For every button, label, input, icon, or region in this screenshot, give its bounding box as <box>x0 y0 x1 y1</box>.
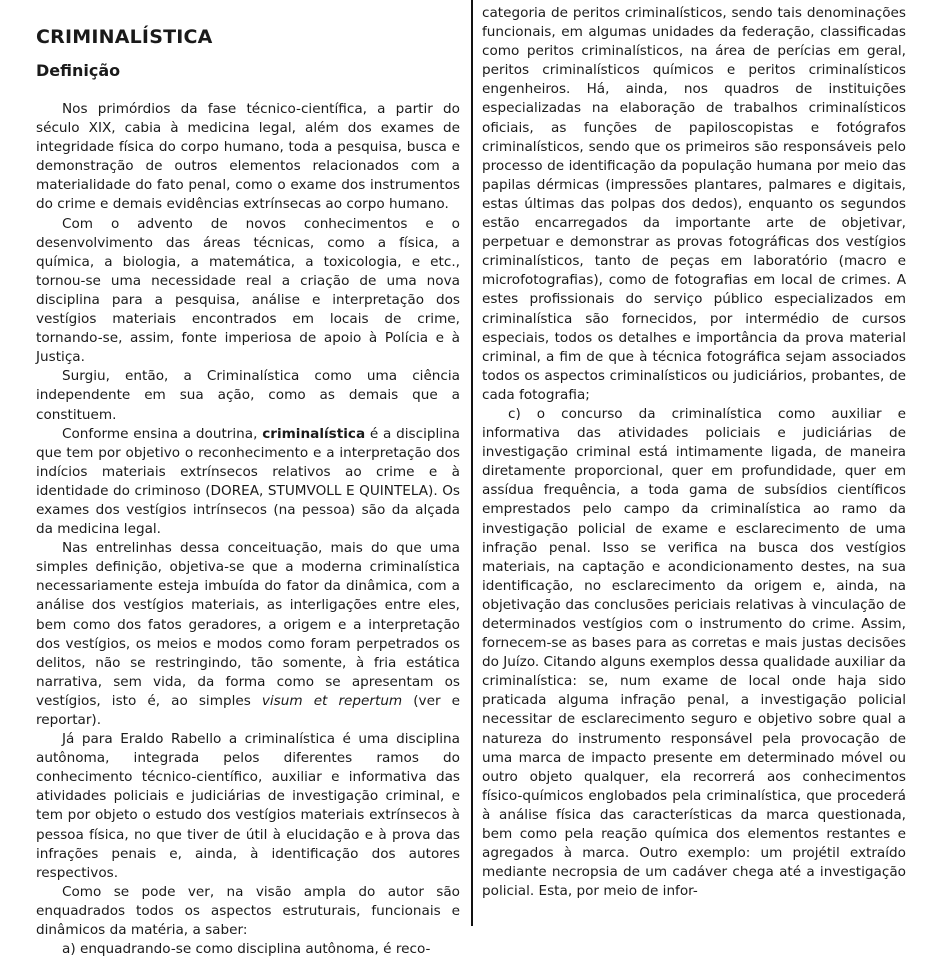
paragraph: Surgiu, então, a Criminalística como uma ciência independente em sua ação, como as demais que a constituem. <box>36 368 460 423</box>
section-heading: Definição <box>36 61 121 80</box>
text-span: Nas entrelinhas dessa conceituação, mais do que uma simples definição, objetiva-se que a moderna criminalística necessariamente esteja imbuída do fator da dinâmica, com a análise dos vestígios materiais, as interligações entre eles, bem como dos fatos geradores, a origem e a interpretação dos vestígios, os meios e modos como foram perpetrados os delitos, não se restringindo, tão somente, à fria estática narrativa, sem vida, da forma como se apresentam os vestígios, isto é, ao simples <box>36 540 460 709</box>
page-title: CRIMINALÍSTICA <box>36 26 213 48</box>
bold-term: criminalística <box>262 425 366 442</box>
paragraph <box>36 539 460 730</box>
left-column <box>36 26 460 959</box>
right-column <box>482 4 906 901</box>
paragraph: Já para Eraldo Rabello a criminalística é uma disciplina autônoma, integrada pelos diferentes ramos do conhecimento técnico-científico, auxiliar e informativa das atividades policiais e judiciárias de investigação criminal, e tem por objeto o estudo dos vestígios materiais extrínsecos à pessoa física, no que tiver de útil à elucidação e à prova das infrações penais e, ainda, à identificação dos autores respectivos. <box>36 731 460 881</box>
paragraph: Com o advento de novos conhecimentos e o desenvolvimento das áreas técnicas, como a física, a química, a biologia, a matemática, a toxicologia, e etc., tornou-se uma necessidade real a criação de uma nova disciplina para a pesquisa, análise e interpretação dos vestígios materiais encontrados em locais de crime, tornando-se, assim, fonte imperiosa de apoio à Polícia e à Justiça. <box>36 215 460 366</box>
column-divider <box>471 0 473 926</box>
italic-term: visum et repertum <box>261 692 403 709</box>
paragraph: c) o concurso da criminalística como auxiliar e informativa das atividades policiais e judiciárias de investigação criminal está intimamente ligada, de maneira diretamente proporcional, quer em profundidade, quer em assídua frequência, a toda gama de subsídios científicos emprestados pelo campo da criminalística ao ramo da investigação policial de exame e esclarecimento de uma infração penal. Isso se verifica na busca dos vestígios materiais, na captação e acondicionamento destes, na sua identificação, no esclarecimento da origem e, ainda, na objetivação das conclusões periciais relativas à vinculação de determinados vestígios com o instrumento do crime. Assim, fornecem-se as bases para as corretas e mais justas decisões do Juízo. Citando alguns exemplos dessa qualidade auxiliar da criminalística: se, num exame de local onde haja sido praticada alguma infração penal, a investigação policial necessitar de esclarecimento seguro e objetivo sobre qual a natureza do instrumento responsável pela provocação de uma marca de impacto presente em determinado móvel ou outro objeto qualquer, ela recorrerá aos conhecimentos físico-químicos englobados pela criminalística, que procederá à análise física das características da marca questionada, bem como pela reação química dos elementos restantes e agregados à marca. Outro exemplo: um projétil extraído mediante necropsia de um cadáver chega até a investigação policial. Esta, por meio de infor- <box>482 405 906 900</box>
paragraph: categoria de peritos criminalísticos, sendo tais denominações funcionais, em algumas unidades da federação, classificadas como peritos criminalísticos, na área de perícias em geral, peritos criminalísticos químicos e peritos criminalísticos engenheiros. Há, ainda, nos quadros de instituições especializadas na elaboração de trabalhos criminalísticos oficiais, as funções de papiloscopistas e fotógrafos criminalísticos, sendo que os primeiros são responsáveis pelo processo de identificação da população humana por meio das papilas dérmicas (impressões plantares, palmares e digitais, estas últimas das polpas dos dedos), enquanto os segundos estão encarregados da importante arte de objetivar, perpetuar e demonstrar as provas fotográficas dos vestígios criminalísticos, tanto de peças em laboratório (macro e microfotografias), como de fotografias em local de crimes. A estes profissionais do serviço público especializados em criminalística são fornecidos, por intermédio de cursos especiais, todos os detalhes e importância da prova material criminal, a fim de que à técnica fotográfica sejam associados todos os aspectos criminalísticos ou judiciários, probantes, de cada fotografia; <box>482 5 906 403</box>
text-span: Conforme ensina a doutrina, <box>62 425 263 442</box>
paragraph: Nos primórdios da fase técnico-científica, a partir do século XIX, cabia à medicina legal, além dos exames de integridade física do corpo humano, toda a pesquisa, busca e demonstração de outros elementos relacionados com a materialidade do fato penal, como o exame dos instrumentos do crime e demais evidências extrínsecas ao corpo humano. <box>36 101 460 213</box>
text-span: (ver e reportar). <box>36 692 460 728</box>
paragraph: a) enquadrando-se como disciplina autônoma, é reco- <box>62 941 431 958</box>
paragraph: Como se pode ver, na visão ampla do autor são enquadrados todos os aspectos estruturais, funcionais e dinâmicos da matéria, a saber: <box>36 883 460 939</box>
text-span: é a disciplina que tem por objetivo o reconhecimento e a interpretação dos indícios materiais extrínsecos relativos ao crime e à identidade do criminoso (DOREA, STUMVOLL E QUINTELA). Os exames dos vestígios intrínsecos (na pessoa) são da alçada da medicina legal. <box>36 425 461 538</box>
paragraph <box>36 425 460 540</box>
